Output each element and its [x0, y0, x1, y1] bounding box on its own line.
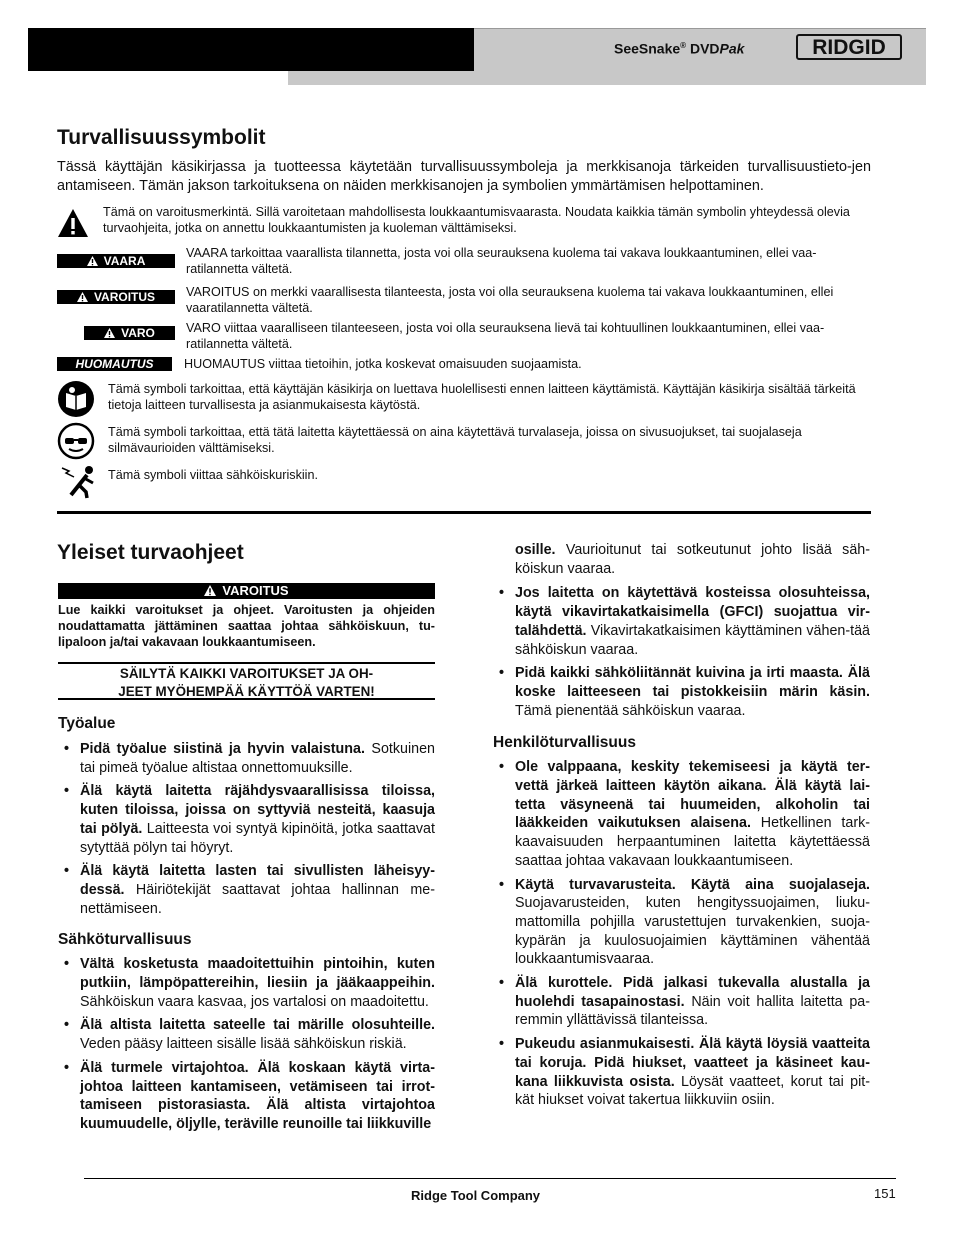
left-column [58, 714, 435, 1139]
personal-list [493, 758, 870, 1110]
workarea-list [58, 740, 435, 918]
section-title-general: Yleiset turvaohjeet [57, 541, 244, 564]
list-item: • Käytä turvavarusteita. Käytä aina suojalaseja. Suojavarusteiden, kuten hengityssuojaimen, liuku-mattomilla pohjilla varustettujen turvakenkien, suoja-kypärän ja kuulosuojaimien käyttäminen vähentää loukkaantumisvaaraa. [493, 876, 870, 970]
footer-company: Ridge Tool Company [411, 1188, 541, 1203]
vaara-badge: VAARA [57, 254, 175, 268]
varoitus-text: VAROITUS on merkki vaarallisesta tilanteesta, josta voi olla seurauksena kuolema tai vakava loukkaantuminen, ellei vaaratilannetta vältetä. [186, 285, 834, 315]
list-item: • Älä käytä laitetta räjähdysvaarallisissa tiloissa, kuten tiloissa, joissa on syttyviä nesteitä, kaasuja tai pölyä. Laitteesta voi syntyä kipinöitä, jotka saattavat sytyttää pölyn tai höyryt. [58, 782, 435, 857]
alert-triangle-icon [57, 207, 89, 244]
svg-text:RIDGID: RIDGID [812, 36, 886, 59]
electric-shock-icon [60, 465, 100, 504]
list-item: • Jos laitetta on käytettävä kosteissa olosuhteissa, käytä vikavirtakatkaisimella (GFCI) suojattua vir-talähdettä. Vikavirtakatkaisimen käyttäminen vähen-tää sähköiskun vaaraa. [493, 584, 870, 659]
list-item: • Pidä työalue siistinä ja hyvin valaistuna. Sotkuinen tai pimeä työalue altistaa onnettomuuksille. [58, 740, 435, 777]
save-instructions-box [58, 662, 435, 700]
save-line-1: SÄILYTÄ KAIKKI VAROITUKSET JA OH- [119, 666, 374, 681]
list-item: • Älä turmele virtajohtoa. Älä koskaan käytä virta-johtoa laitteen kantamiseen, vetämiseen tai irrot-tamiseen pistorasiasta. Älä altista virtajohtoa kuumuudelle, öljylle, teräville reunoille tai liikkuville [58, 1059, 435, 1134]
warning-banner: VAROITUS [58, 583, 435, 599]
list-item: • Pidä kaikki sähköliitännät kuivina ja irti maasta. Älä koske laitteeseen tai pistokkeisiin märin käsin. Tämä pienentää sähköiskun vaaraa. [493, 664, 870, 720]
heading-electrical: Sähköturvallisuus [58, 931, 192, 949]
list-item-continued: osille. Vaurioitunut tai sotkeutunut johto lisää säh-köiskun vaaraa. [515, 542, 870, 577]
varo-badge: VARO [84, 326, 175, 340]
alert-triangle-icon [87, 255, 98, 269]
read-manual-icon [57, 380, 95, 423]
right-column [493, 541, 870, 1115]
list-item: • Älä käytä laitetta lasten tai sivullisten läheisyy-dessä. Häiriötekijät saattavat johtaa hallinnan me-nettämiseen. [58, 862, 435, 918]
section-divider [57, 511, 871, 514]
huomautus-badge: HUOMAUTUS [57, 357, 172, 371]
list-item: • Ole valppaana, keskity tekemiseesi ja käytä ter-vettä järkeä laitteen käytön aikana. Älä käytä lai-tetta väsyneenä tai huumeiden, alkoholin tai lääkkeiden vaikutuksen alaisena. Hetkellinen tark-kaavaisuuden herpaantuminen laitetta käytettäessä saattaa johtaa vakavaan loukkaantumiseen. [493, 758, 870, 870]
huomautus-text: HUOMAUTUS viittaa tietoihin, jotka koskevat omaisuuden suojaamista. [184, 357, 582, 371]
varo-text: VARO viittaa vaaralliseen tilanteeseen, josta voi olla seurauksena lievä tai kohtuullinen loukkaantuminen, ellei vaa-ratilannetta vältetä. [186, 321, 825, 351]
warning-text: Lue kaikki varoitukset ja ohjeet. Varoitusten ja ohjeiden noudattamatta jättäminen saattaa johtaa sähköiskuun, tu-lipaloon ja/tai vakavaan loukkaantumiseen. [58, 603, 435, 649]
page-number: 151 [874, 1186, 896, 1201]
electrical-list-continued [493, 584, 870, 720]
save-line-2: JEET MYÖHEMPÄÄ KÄYTTÖÄ VARTEN! [118, 684, 375, 699]
list-item: • Älä kurottele. Pidä jalkasi tukevalla alustalla ja huolehdi tasapainostasi. Näin voit hallita laitetta pa-remmin yllättävissä tilanteissa. [493, 974, 870, 1030]
alert-symbol-text: Tämä on varoitusmerkintä. Sillä varoitetaan mahdollisesta loukkaantumisvaarasta. Noudata kaikkia tämän symbolin yhteydessä olevia turvaohjeita, jotka on annettu loukkaantumisten ja kuoleman välttämiseksi. [103, 205, 850, 235]
alert-triangle-icon [104, 327, 115, 341]
electrical-list [58, 955, 435, 1133]
list-item: • Älä altista laitetta sateelle tai märille olosuhteille. Veden pääsy laitteen sisälle lisää sähköiskun riskiä. [58, 1016, 435, 1053]
safety-glasses-icon [57, 422, 95, 465]
manual-text: Tämä symboli tarkoittaa, että käyttäjän käsikirja on luettava huolellisesti ennen laitteen käyttämistä. Käyttäjän käsikirja sisältää tärkeitä tietoja laitteen turvallisesta ja asianmukaisesta käytöstä. [108, 382, 856, 412]
list-item: • Vältä kosketusta maadoitettuihin pintoihin, kuten putkiin, lämpöpattereihin, liesiin ja jääkaappeihin. Sähköiskun vaara kasvaa, jos vartalosi on maadoitettu. [58, 955, 435, 1011]
symbols-intro: Tässä käyttäjän käsikirjassa ja tuotteessa käytetään turvallisuussymboleja ja merkkisanoja tärkeiden turvallisuustieto-jen antamiseen. Tämän jakson tarkoituksena on näiden merkkisanojen ja symbolien ymmärtämisen helpottaminen. [57, 159, 871, 194]
alert-triangle-icon [204, 584, 216, 600]
list-item: • Pukeudu asianmukaisesti. Älä käytä löysiä vaatteita tai koruja. Pidä hiukset, vaatteet ja käsineet kau-kana liikkuvista osista. Löysät vaatteet, korut tai pit-kät hiukset voivat takertua liikkuviin osiin. [493, 1035, 870, 1110]
ridgid-logo [796, 34, 902, 60]
shock-text: Tämä symboli viittaa sähköiskuriskiin. [108, 468, 318, 482]
varoitus-badge: VAROITUS [57, 290, 175, 304]
footer-rule [84, 1178, 896, 1179]
alert-triangle-icon [77, 291, 88, 305]
heading-workarea: Työalue [58, 715, 116, 732]
header-black-tab [28, 28, 474, 71]
header-rule [474, 28, 926, 29]
section-title-symbols: Turvallisuussymbolit [57, 126, 266, 149]
glasses-text: Tämä symboli tarkoittaa, että tätä laitetta käytettäessä on aina käytettävä turvalaseja, joissa on sivusuojukset, tai suojalaseja silmävaurioiden välttämiseksi. [108, 425, 802, 455]
heading-personal: Henkilöturvallisuus [493, 734, 636, 752]
product-name: SeeSnake® DVDPak [614, 40, 745, 57]
vaara-text: VAARA tarkoittaa vaarallista tilannetta, josta voi olla seurauksena kuolema tai vakava loukkaantuminen, ellei vaa-ratilannetta vältetä. [186, 246, 817, 276]
